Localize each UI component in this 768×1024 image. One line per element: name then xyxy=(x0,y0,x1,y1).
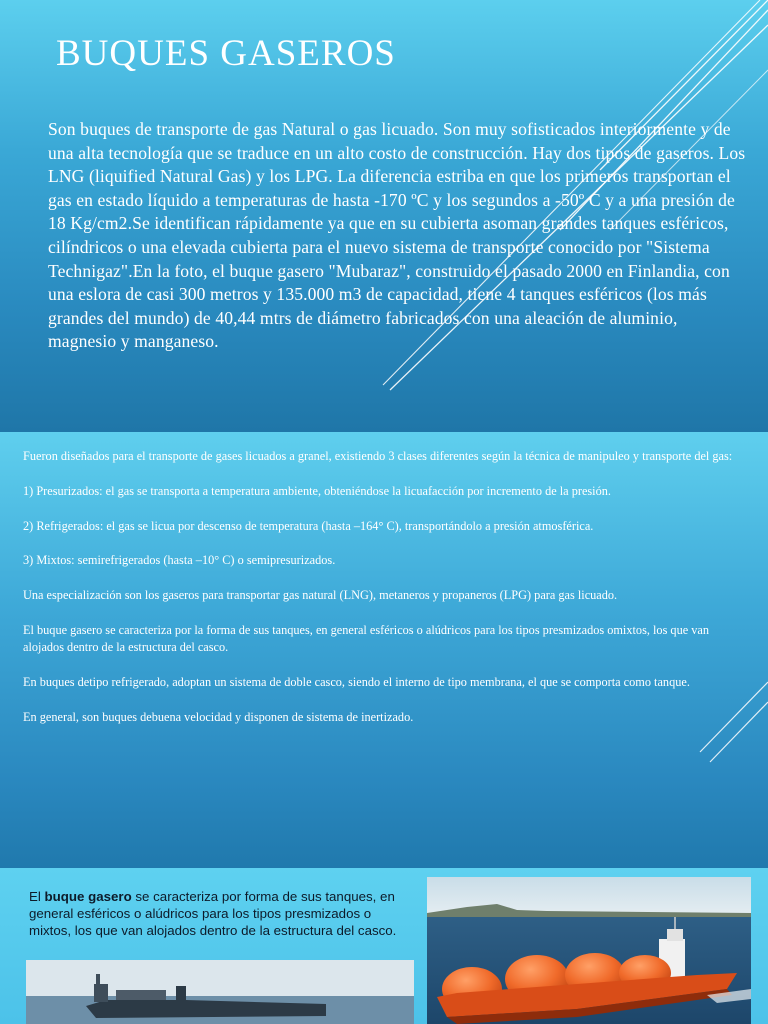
intro-paragraph: Son buques de transporte de gas Natural o gas licuado. Son muy sofisticados interiormente y de una alta tecnología que se traduce en un alto costo de construcción. Hay dos tipos de gaseros. Los LNG (liquified Natural Gas) y los LPG. La diferencia estriba en que los primeros transportan el gas en estado líquido a temperaturas de hasta -170 ºC y los segundos a -50º C y a una presión de 18 Kg/cm2.Se identifican rápidamente ya que en su cubierta asoman grandes tanques esféricos, cilíndricos o una elevada cubierta para el nuevo sistema de transporte conocido por "Sistema Technigaz".En la foto, el buque gasero "Mubaraz", construido el pasado 2000 en Finlandia, con una eslora de casi 300 metros y 135.000 m3 de capacidad, tiene 4 tanques esféricos (los más grandes del mundo) de 40,44 mtrs de diámetro fabricados con una aleación de aluminio, magnesio y manganeso. xyxy=(48,119,746,352)
slide-3 xyxy=(0,868,768,1024)
paragraph: 1) Presurizados: el gas se transporta a temperatura ambiente, obteniéndose la licuafacción por incremento de la presión. xyxy=(23,483,611,498)
ship-photo xyxy=(26,960,414,1024)
lng-ship-photo xyxy=(427,877,751,1024)
paragraph: 2) Refrigerados: el gas se licua por descenso de temperatura (hasta –164° C), transportándolo a presión atmosférica. xyxy=(23,518,594,533)
paragraph: 3) Mixtos: semirefrigerados (hasta –10° C) o semipresurizados. xyxy=(23,553,336,568)
bold-term: buque gasero xyxy=(44,889,132,904)
paragraph: Una especialización son los gaseros para transportar gas natural (LNG), metaneros y propaneros (LPG) para gas licuado. xyxy=(23,588,618,603)
slide-1 xyxy=(0,0,768,432)
slide-2 xyxy=(0,432,768,868)
paragraph: El buque gasero se caracteriza por la forma de sus tanques, en general esféricos o alúdricos para los tipos presmizados omixtos, los que van alojados dentro de la estructura del casco. xyxy=(23,622,710,655)
ship-description: El buque gasero se caracteriza por forma de sus tanques, en general esféricos o alúdricos para los tipos presmizados o mixtos, los que van alojados dentro de la estructura del casco. xyxy=(29,889,397,938)
decorative-diagonal-lines xyxy=(0,432,768,868)
paragraph: En general, son buques debuena velocidad y disponen de sistema de inertizado. xyxy=(23,709,414,724)
paragraph: Fueron diseñados para el transporte de gases licuados a granel, existiendo 3 clases diferentes según la técnica de manipuleo y transporte del gas: xyxy=(23,449,733,463)
page-title: BUQUES GASEROS xyxy=(56,33,396,74)
paragraph: En buques detipo refrigerado, adoptan un sistema de doble casco, siendo el interno de tipo membrana, el que se comporta como tanque. xyxy=(23,675,690,690)
